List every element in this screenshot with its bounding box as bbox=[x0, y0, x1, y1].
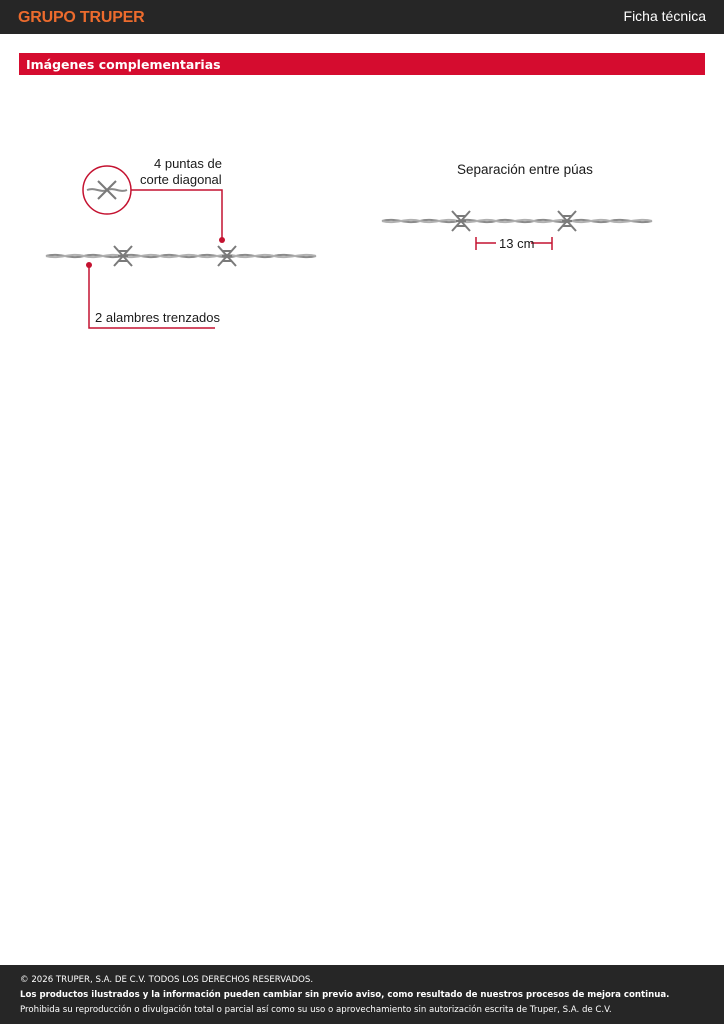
document-type-label: Ficha técnica bbox=[623, 8, 706, 24]
footer-notice: Los productos ilustrados y la información pueden cambiar sin previo aviso, como resultado de nuestros procesos de mejora continua. bbox=[20, 990, 670, 1000]
wire-diagram-image bbox=[40, 150, 330, 335]
section-header bbox=[19, 53, 705, 75]
spacing-diagram-image bbox=[378, 155, 658, 255]
callout-points-label-1: 4 puntas de bbox=[154, 156, 222, 171]
callout-wires-label: 2 alambres trenzados bbox=[95, 310, 221, 325]
brand-logo: GRUPO TRUPER bbox=[18, 9, 145, 26]
spacing-title: Separación entre púas bbox=[457, 162, 593, 177]
footer-copyright: © 2026 TRUPER, S.A. DE C.V. TODOS LOS DERECHOS RESERVADOS. bbox=[20, 975, 314, 985]
callout-points-label-2: corte diagonal bbox=[140, 172, 222, 187]
footer-prohibition: Prohibida su reproducción o divulgación total o parcial así como su uso o aprovechamiento sin autorización escrita de Truper, S.A. de C.V. bbox=[20, 1005, 612, 1015]
section-title: Imágenes complementarias bbox=[26, 57, 221, 72]
top-header bbox=[0, 0, 724, 34]
spacing-measure: 13 cm bbox=[499, 236, 535, 251]
footer bbox=[0, 965, 724, 1024]
